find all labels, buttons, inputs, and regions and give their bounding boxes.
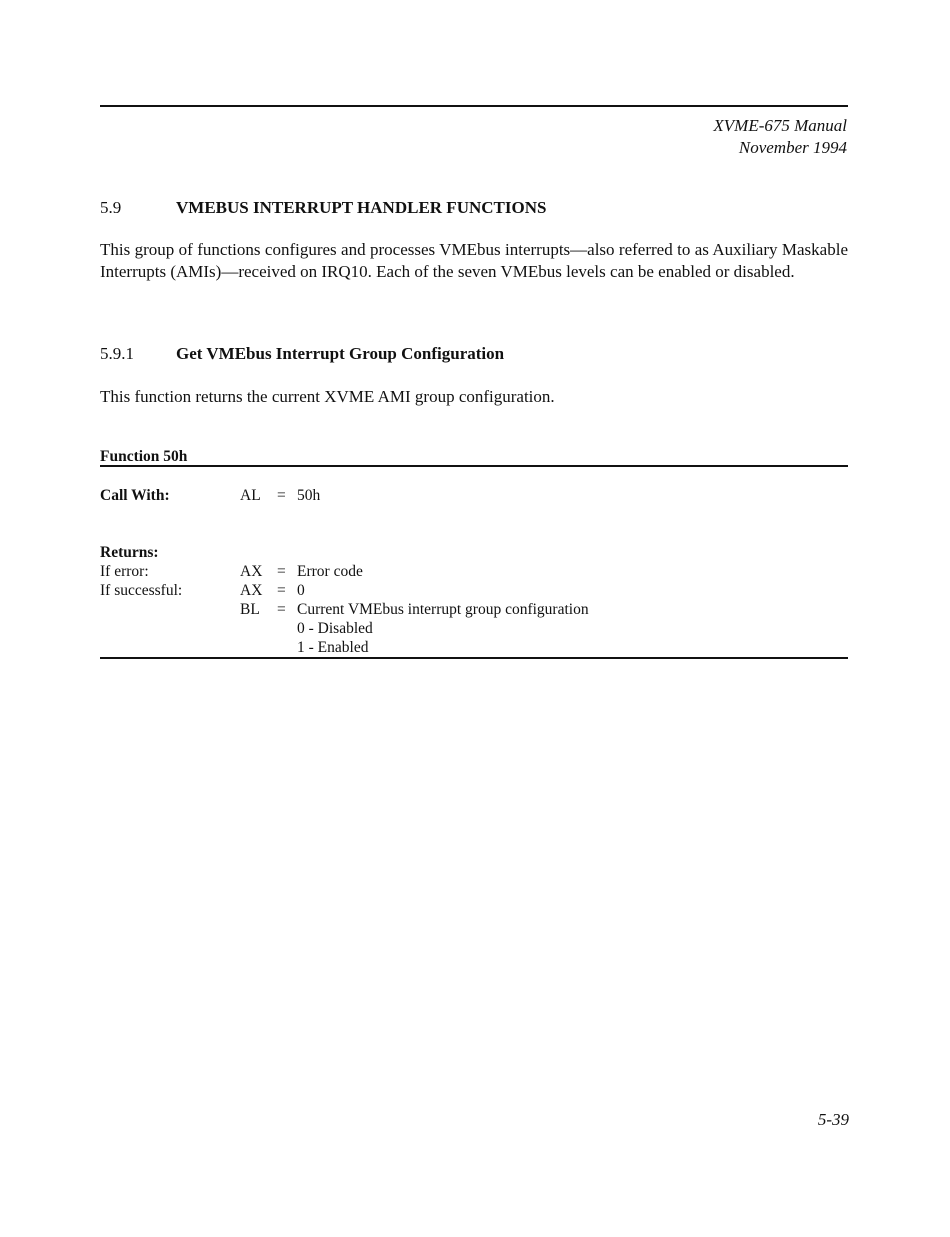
if-successful-label: If successful: — [100, 582, 183, 599]
bl-value: Current VMEbus interrupt group configuration — [297, 601, 589, 618]
bl-register: BL — [240, 601, 260, 618]
section-title: VMEBUS INTERRUPT HANDLER FUNCTIONS — [176, 198, 547, 217]
if-successful-equals: = — [277, 582, 286, 599]
subsection-number: 5.9.1 — [100, 344, 134, 363]
function-bottom-rule — [100, 657, 848, 659]
if-error-value: Error code — [297, 563, 363, 580]
call-with-label: Call With: — [100, 487, 170, 504]
header-rule — [100, 105, 848, 107]
call-with-equals: = — [277, 487, 286, 504]
option-enabled: 1 - Enabled — [297, 639, 369, 656]
function-title: Function 50h — [100, 448, 188, 465]
subsection-description: This function returns the current XVME AMI group configuration. — [100, 387, 555, 406]
if-error-equals: = — [277, 563, 286, 580]
if-successful-value: 0 — [297, 582, 305, 599]
returns-label: Returns: — [100, 544, 159, 561]
function-top-rule — [100, 465, 848, 467]
bl-equals: = — [277, 601, 286, 618]
call-with-value: 50h — [297, 487, 321, 504]
option-disabled: 0 - Disabled — [297, 620, 373, 637]
manual-date: November 1994 — [738, 138, 847, 157]
call-with-register: AL — [240, 487, 261, 504]
manual-title: XVME-675 Manual — [713, 116, 847, 135]
section-intro: This group of functions configures and processes VMEbus interrupts—also referred to as Auxiliary Maskable Interrupts (AMIs)—received on IRQ10. Each of the seven VMEbus levels can be enabled or disabled. — [100, 240, 848, 281]
subsection-title: Get VMEbus Interrupt Group Configuration — [176, 344, 505, 363]
if-error-register: AX — [240, 563, 263, 580]
page-number: 5-39 — [817, 1110, 849, 1129]
section-number: 5.9 — [100, 198, 122, 217]
if-successful-register: AX — [240, 582, 263, 599]
if-error-label: If error: — [100, 563, 149, 580]
